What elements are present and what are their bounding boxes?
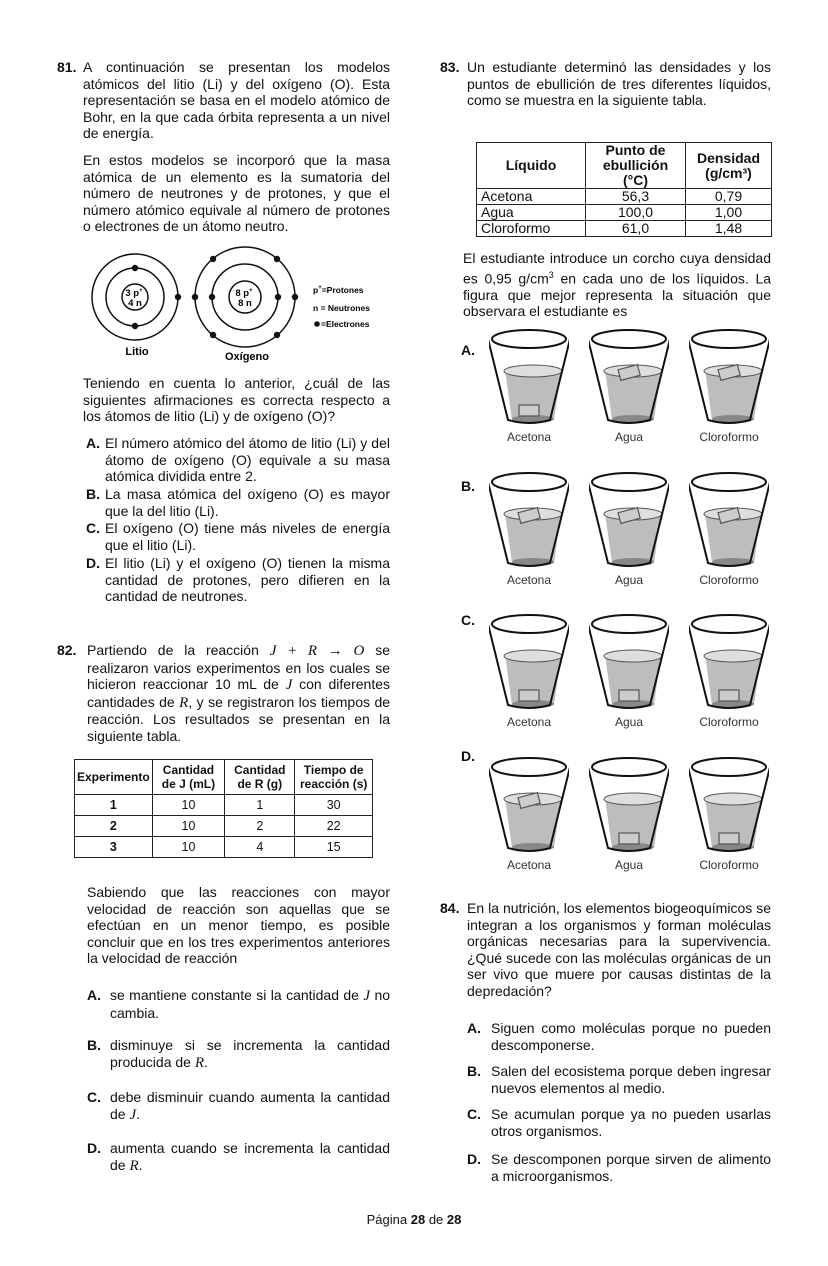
q84-option-c[interactable]: C. Se acumulan porque ya no pueden usarlas otros organismos. [467, 1106, 771, 1139]
q82-option-d[interactable]: D. aumenta cuando se incrementa la cantidad de R. [87, 1140, 390, 1174]
q84-option-d[interactable]: D. Se descomponen porque sirven de alimento a microorganismos. [467, 1151, 771, 1184]
q83-option-a-label[interactable]: A. [461, 342, 475, 358]
q81-question: Teniendo en cuenta lo anterior, ¿cuál de las siguientes afirmaciones es correcta respecto a los átomos de litio (Li) y de oxígeno (O)? [83, 375, 390, 425]
glass-acetona [489, 327, 569, 427]
glass-acetona [489, 755, 569, 855]
glass-acetona [489, 470, 569, 570]
q82-option-c[interactable]: C. debe disminuir cuando aumenta la cantidad de J. [87, 1089, 390, 1123]
page-footer: Página 28 de 28 [366, 1212, 462, 1227]
glass-agua [589, 327, 669, 427]
glass-agua [589, 755, 669, 855]
cork-icon [519, 690, 539, 701]
glass-cloroformo [689, 755, 769, 855]
q84-number: 84. [440, 900, 460, 916]
q83-intro: Un estudiante determinó las densidades y los puntos de ebullición de tres diferentes líquidos, como se muestra en la siguiente tabla. [467, 59, 771, 109]
glass-label: Agua [614, 715, 644, 729]
glass-label: Cloroformo [699, 573, 759, 587]
q84-option-a[interactable]: A. Siguen como moléculas porque no pueden descomponerse. [467, 1020, 771, 1053]
q81-number: 81. [57, 59, 77, 75]
table-row: Acetona 56,3 0,79 [477, 189, 772, 205]
table-row: 2 10 2 22 [75, 816, 373, 837]
q81-option-d[interactable]: D. El litio (Li) y el oxígeno (O) tienen la misma cantidad de protones, pero difieren en la cantidad de neutrones. [86, 555, 390, 605]
q83-table: Líquido Punto de ebullición (°C) Densidad (g/cm³) Acetona 56,3 0,79 Agua 100,0 1,00 Cloroformo 61,0 1,48 [476, 142, 772, 237]
q83-option-d-label[interactable]: D. [461, 748, 475, 764]
table-row: 1 10 1 30 [75, 795, 373, 816]
q82-option-b[interactable]: B. disminuye si se incrementa la cantidad producida de R. [87, 1037, 390, 1071]
q82-number: 82. [57, 642, 77, 658]
table-row: Cloroformo 61,0 1,48 [477, 221, 772, 237]
q83-number: 83. [440, 59, 460, 75]
glass-label: Cloroformo [699, 715, 759, 729]
glass-label: Agua [614, 573, 644, 587]
glass-label: Agua [614, 430, 644, 444]
electrons [132, 256, 320, 338]
glass-label: Acetona [506, 430, 552, 444]
q83-paragraph: El estudiante introduce un corcho cuya densidad es 0,95 $g/cm^3$ en cada uno de los líquidos. La figura que mejor representa la situación que observara el estudiante es [463, 250, 772, 320]
table-row: 3 10 4 15 [75, 837, 373, 858]
q81-option-a[interactable]: A. El número atómico del átomo de litio (Li) y del átomo de oxígeno (O) equivale a su masa atómica dividida entre 2. [86, 435, 390, 485]
q82-question: Sabiendo que las reacciones con mayor velocidad de reacción son aquellas que se efectúan en un menor tiempo, es posible concluir que en los tres experimentos anteriores la velocidad de reacción [87, 884, 390, 967]
litio-label: Litio [125, 346, 149, 358]
q81-option-b[interactable]: B. La masa atómica del oxígeno (O) es mayor que la del litio (Li). [86, 486, 390, 519]
q83-option-b-label[interactable]: B. [461, 478, 475, 494]
cork-icon [519, 405, 539, 416]
li-neutrons: 4 n [128, 298, 142, 309]
glass-label: Acetona [506, 573, 552, 587]
q82-table: Experimento Cantidad de J (mL) Cantidad de R (g) Tiempo de reacción (s) 1 10 1 30 2 10 2 22 3 10 4 15 [74, 759, 373, 858]
q84-option-b[interactable]: B. Salen del ecosistema porque deben ingresar nuevos elementos al medio. [467, 1063, 771, 1096]
glass-label: Agua [614, 858, 644, 872]
legend-electrons: =Electrones [321, 319, 370, 329]
glass-agua [589, 470, 669, 570]
glass-label: Cloroformo [699, 430, 759, 444]
cork-icon [719, 690, 739, 701]
o-protons: 8 p+ [235, 288, 253, 299]
glass-cloroformo [689, 470, 769, 570]
o-neutrons: 8 n [238, 298, 252, 309]
legend-neutrons: n = Neutrones [313, 303, 370, 313]
table-row: Agua 100,0 1,00 [477, 205, 772, 221]
q81-paragraph: En estos modelos se incorporó que la masa atómica de un elemento es la sumatoria del número de neutrones y de protones, y que el número atómico equivale al número de protones o electrones de un átomo neutro. [83, 152, 390, 235]
q82-intro: Partiendo de la reacción J + R → O se realizaron varios experimentos en los cuales se hicieron reaccionar 10 mL de J con diferentes cantidades de R, y se registraron los tiempos de reacción. Los resultados se presentan en la siguiente tabla. [87, 642, 391, 744]
glass-label: Acetona [506, 715, 552, 729]
q83-option-c-label[interactable]: C. [461, 612, 475, 628]
glass-acetona [489, 612, 569, 712]
glass-cloroformo [689, 612, 769, 712]
cork-icon [719, 833, 739, 844]
legend-protons: p+=Protones [313, 285, 364, 295]
glass-cloroformo [689, 327, 769, 427]
cork-icon [619, 690, 639, 701]
bohr-atom-diagram [85, 245, 395, 370]
q82-option-a[interactable]: A. se mantiene constante si la cantidad de J no cambia. [87, 987, 391, 1021]
li-protons: 3 p+ [125, 288, 143, 299]
glass-agua [589, 612, 669, 712]
q84-intro: En la nutrición, los elementos biogeoquímicos se integran a los organismos y forman moléculas orgánicas necesarias para la supervivencia. ¿Qué sucede con las moléculas orgánicas de un ser vivo que muere por causas distintas de la depredación? [467, 900, 771, 999]
cork-icon [619, 833, 639, 844]
q81-option-c[interactable]: C. El oxígeno (O) tiene más niveles de energía que el litio (Li). [86, 520, 390, 553]
glass-label: Cloroformo [699, 858, 759, 872]
glass-label: Acetona [506, 858, 552, 872]
q81-intro: A continuación se presentan los modelos atómicos del litio (Li) y del oxígeno (O). Esta representación se basa en el modelo atómico de Bohr, en la que cada órbita representa a un nivel de energía. [83, 59, 390, 142]
oxigeno-label: Oxígeno [224, 351, 270, 363]
